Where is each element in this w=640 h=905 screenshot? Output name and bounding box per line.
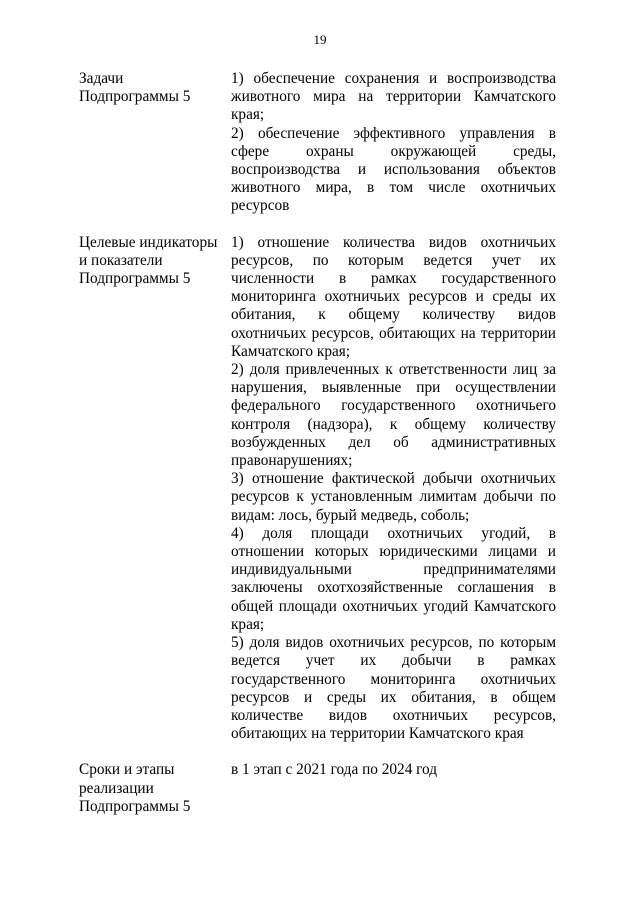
passport-row-tasks bbox=[79, 70, 556, 216]
row-label: Сроки и этапы реализации Подпрограммы 5 bbox=[79, 761, 191, 815]
list-item: 5) доля видов охотничьих ресурсов, по которым ведется учет их добычи в рамках государственного мониторинга охотничьих ресурсов и среды их обитания, в общем количестве видов охотничьих ресурсов, обитающих на территории Камчатского края bbox=[231, 634, 556, 743]
row-label: Задачи Подпрограммы 5 bbox=[79, 70, 191, 106]
list-item: в 1 этап с 2021 года по 2024 год bbox=[231, 761, 438, 779]
passport-row-terms bbox=[79, 761, 556, 816]
list-item: 4) доля площади охотничьих угодий, в отношении которых юридическими лицами и индивидуальными предпринимателями заключены охотхозяйственные соглашения в общей площади охотничьих угодий Камчатского края; bbox=[231, 524, 556, 633]
list-item: 1) обеспечение сохранения и воспроизводства животного мира на территории Камчатского края; bbox=[231, 70, 556, 124]
list-item: 3) отношение фактической добычи охотничьих ресурсов к установленным лимитам добычи по видам: лось, бурый медведь, соболь; bbox=[231, 470, 556, 524]
page-number: 19 bbox=[313, 32, 327, 47]
row-content bbox=[231, 234, 556, 744]
subprogram-passport bbox=[79, 70, 556, 834]
row-label: Целевые индикаторы и показатели Подпрограммы 5 bbox=[79, 233, 218, 288]
passport-row-indicators bbox=[79, 234, 556, 744]
row-content bbox=[231, 761, 556, 816]
list-item: 1) отношение количества видов охотничьих ресурсов, по которым ведется учет их численности в рамках государственного мониторинга охотничьих ресурсов и среды их обитания, к общему количеству видов охотничьих ресурсов, обитающих на территории Камчатского края; bbox=[231, 233, 556, 360]
list-item: 2) обеспечение эффективного управления в сфере охраны окружающей среды, воспроизводства и использования объектов животного мира, в том числе охотничьих ресурсов bbox=[231, 124, 556, 215]
list-item: 2) доля привлеченных к ответственности лиц за нарушения, выявленные при осуществлении федерального государственного охотничьего контроля (надзора), к общему количеству возбужденных дел об административных правонарушениях; bbox=[231, 361, 556, 470]
row-content bbox=[231, 70, 556, 216]
